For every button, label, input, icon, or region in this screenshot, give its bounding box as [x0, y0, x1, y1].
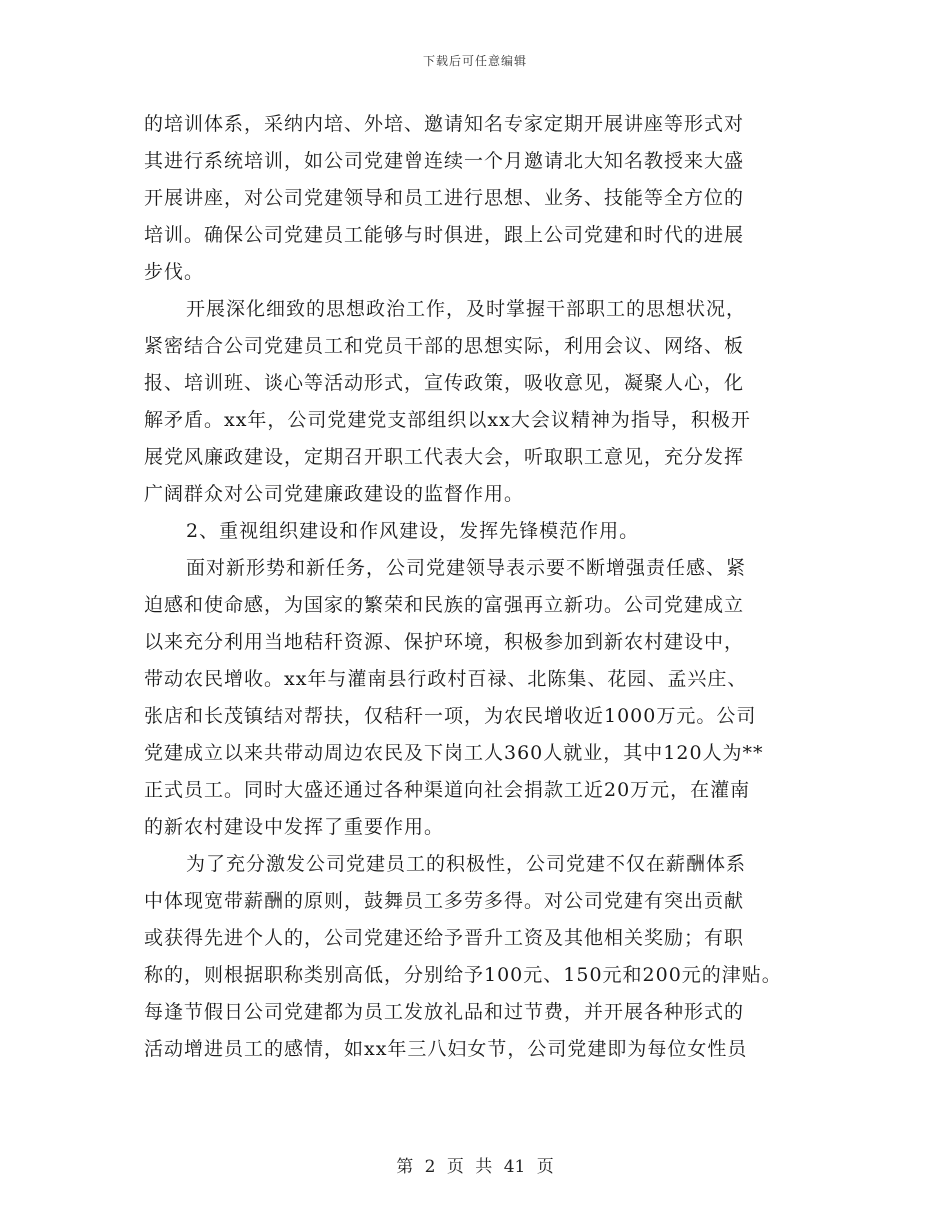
text-line: 面对新形势和新任务，公司党建领导表示要不断增强责任感、紧 [186, 557, 747, 579]
text-line: 紧密结合公司党建员工和党员干部的思想实际，利用会议、网络、板 [144, 335, 745, 357]
text-line: 步伐。 [144, 261, 205, 283]
text-line: 为了充分激发公司党建员工的积极性，公司党建不仅在薪酬体系 [186, 853, 747, 875]
text-line: 开展深化细致的思想政治工作，及时掌握干部职工的思想状况， [186, 298, 747, 320]
text-line: 的培训体系，采纳内培、外培、邀请知名专家定期开展讲座等形式对 [144, 113, 745, 135]
text-line: 迫感和使命感，为国家的繁荣和民族的富强再立新功。公司党建成立 [144, 594, 745, 616]
text-line: 以来充分利用当地秸秆资源、保护环境，积极参加到新农村建设中， [144, 631, 745, 653]
text-line: 培训。确保公司党建员工能够与时俱进，跟上公司党建和时代的进展 [144, 224, 745, 246]
page-header: 下载后可任意编辑 [422, 54, 527, 68]
text-line: 称的，则根据职称类别高低，分别给予100元、150元和200元的津贴。 [144, 964, 782, 986]
text-line: 活动增进员工的感情，如xx年三八妇女节，公司党建即为每位女性员 [144, 1038, 748, 1060]
text-line: 其进行系统培训，如公司党建曾连续一个月邀请北大知名教授来大盛 [144, 150, 745, 172]
text-line: 的新农村建设中发挥了重要作用。 [144, 816, 445, 838]
text-line: 报、培训班、谈心等活动形式，宣传政策，吸收意见，凝聚人心，化 [144, 372, 745, 394]
document-body [144, 106, 824, 1068]
page-number-footer: 第 2 页 共 41 页 [396, 1157, 554, 1177]
text-line: 2、重视组织建设和作风建设，发挥先锋模范作用。 [186, 520, 640, 542]
text-line: 正式员工。同时大盛还通过各种渠道向社会捐款工近20万元，在灌南 [144, 779, 751, 801]
text-line: 每逢节假日公司党建都为员工发放礼品和过节费，并开展各种形式的 [144, 1001, 745, 1023]
text-line: 中体现宽带薪酬的原则，鼓舞员工多劳多得。对公司党建有突出贡献 [144, 890, 745, 912]
text-line: 广阔群众对公司党建廉政建设的监督作用。 [144, 483, 525, 505]
text-line: 带动农民增收。xx年与灌南县行政村百禄、北陈集、花园、孟兴庄、 [144, 668, 748, 690]
text-line: 展党风廉政建设，定期召开职工代表大会，听取职工意见，充分发挥 [144, 446, 745, 468]
text-line: 解矛盾。xx年，公司党建党支部组织以xx大会议精神为指导，积极开 [144, 409, 751, 431]
text-line: 张店和长茂镇结对帮扶，仅秸秆一项，为农民增收近1000万元。公司 [144, 705, 757, 727]
text-line: 党建成立以来共带动周边农民及下岗工人360人就业，其中120人为** [144, 742, 764, 764]
text-line: 或获得先进个人的，公司党建还给予晋升工资及其他相关奖励；有职 [144, 927, 745, 949]
text-line: 开展讲座，对公司党建领导和员工进行思想、业务、技能等全方位的 [144, 187, 745, 209]
